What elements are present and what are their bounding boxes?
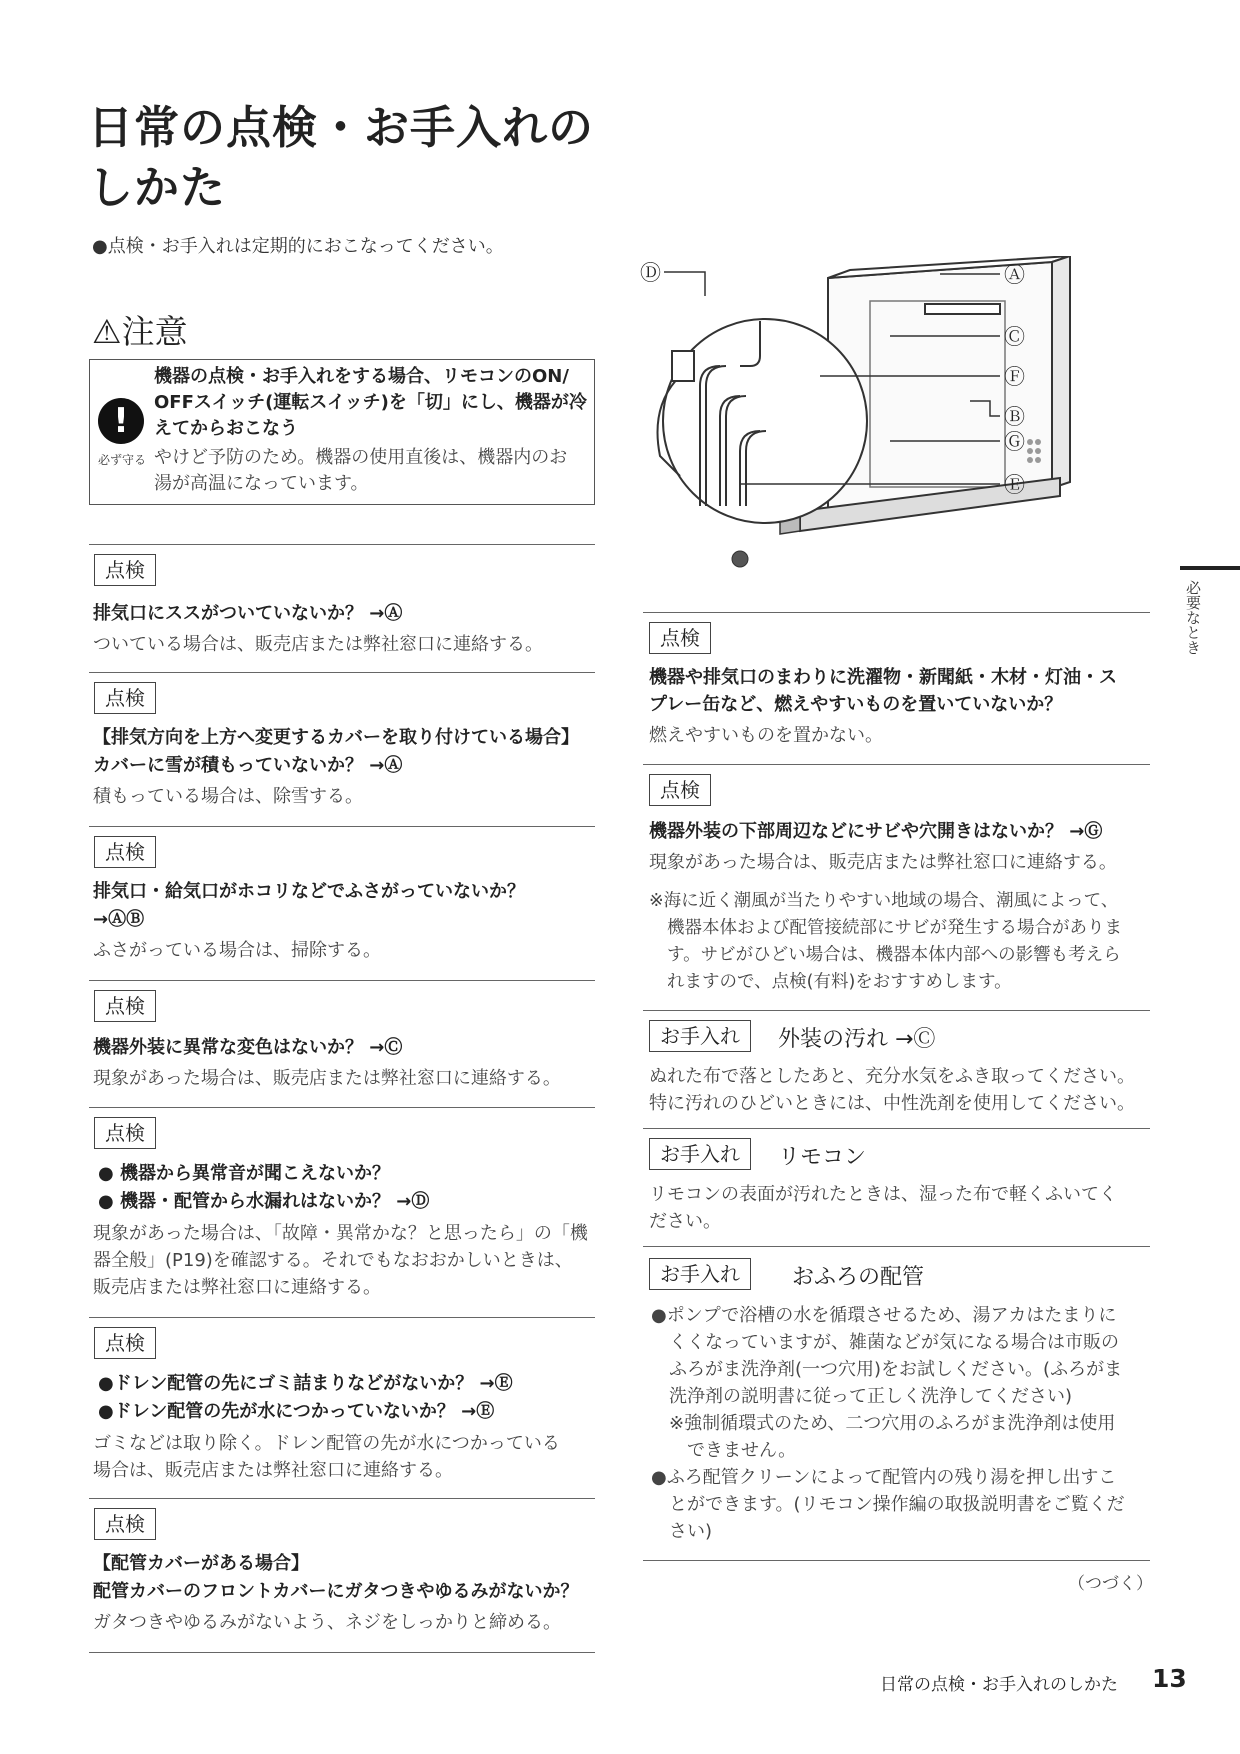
check-label: 点検 bbox=[94, 1117, 156, 1149]
divider bbox=[643, 1246, 1150, 1247]
check-answer: ゴミなどは取り除く。ドレン配管の先が水につかっている 場合は、販売店または弊社窓口に連絡する。 bbox=[93, 1433, 560, 1481]
caution-heading: ⚠注意 bbox=[92, 312, 188, 351]
check-question: 機器外装の下部周辺などにサビや穴開きはないか？ →Ⓖ bbox=[649, 821, 1103, 842]
page-title: 日常の点検・お手入れの しかた bbox=[88, 101, 595, 214]
divider bbox=[643, 1010, 1150, 1011]
diagram-label-a: Ⓐ bbox=[1004, 263, 1025, 287]
side-tab-bar bbox=[1180, 566, 1240, 570]
divider bbox=[89, 544, 595, 545]
check-answer: 現象があった場合は、「故障・異常かな？と思ったら」の「機 器全般」(P19)を確認する。それでもなおおかしいときは、 販売店または弊社窓口に連絡する。 bbox=[93, 1223, 588, 1298]
care-label: お手入れ bbox=[649, 1020, 751, 1052]
check-answer: ガタつきやゆるみがないよう、ネジをしっかりと締める。 bbox=[93, 1612, 561, 1633]
check-label: 点検 bbox=[649, 774, 711, 806]
care-title: リモコン bbox=[778, 1145, 867, 1170]
divider bbox=[89, 672, 595, 673]
check-question: ●ドレン配管の先が水につかっていないか？ →Ⓔ bbox=[98, 1401, 495, 1422]
caution-reason-text: やけど予防のため。機器の使用直後は、機器内のお 湯が高温になっています。 bbox=[154, 447, 568, 494]
page-number: 13 bbox=[1152, 1664, 1187, 1693]
side-tab-text: 必要なとき bbox=[1184, 580, 1202, 655]
diagram-label-e: Ⓔ bbox=[1004, 473, 1025, 497]
divider bbox=[643, 612, 1150, 613]
care-text: リモコンの表面が汚れたときは、湿った布で軽くふいてく ださい。 bbox=[649, 1184, 1117, 1232]
check-answer: ついている場合は、販売店または弊社窓口に連絡する。 bbox=[93, 634, 543, 655]
check-label: 点検 bbox=[94, 990, 156, 1022]
check-question: 配管カバーのフロントカバーにガタつきやゆるみがないか？ bbox=[93, 1581, 579, 1602]
continued-text: （つづく） bbox=[1068, 1574, 1153, 1594]
diagram-label-g: Ⓖ bbox=[1004, 430, 1025, 454]
check-label: 点検 bbox=[649, 622, 711, 654]
salt-air-note: ※海に近く潮風が当たりやすい地域の場合、潮風によって、 機器本体および配管接続部にサビが発生する場合がありま す。サビがひどい場合は、機器本体内部への影響も考えら れますので、点検(有料)をおすすめします。 bbox=[649, 891, 1122, 992]
divider bbox=[643, 764, 1150, 765]
divider bbox=[89, 980, 595, 981]
caution-bold-text: 機器の点検・お手入れをする場合、リモコンのON/ OFFスイッチ(運転スイッチ)を「切」にし、機器が冷 えてからおこなう bbox=[154, 366, 587, 439]
divider bbox=[89, 1652, 595, 1653]
care-title: 外装の汚れ →Ⓒ bbox=[778, 1027, 936, 1052]
water-heater-diagram bbox=[640, 256, 1160, 576]
diagram-label-c: Ⓒ bbox=[1004, 325, 1025, 349]
care-title: おふろの配管 bbox=[792, 1265, 925, 1290]
check-question-cont: →ⒶⒷ bbox=[93, 909, 145, 930]
check-question: ● 機器から異常音が聞こえないか？ bbox=[98, 1163, 390, 1184]
divider bbox=[89, 1107, 595, 1108]
check-answer: 現象があった場合は、販売店または弊社窓口に連絡する。 bbox=[649, 852, 1117, 873]
check-label: 点検 bbox=[94, 1508, 156, 1540]
diagram-label-f: Ⓕ bbox=[1004, 365, 1025, 389]
check-question: 機器外装に異常な変色はないか？ →Ⓒ bbox=[93, 1037, 403, 1058]
care-label: お手入れ bbox=[649, 1138, 751, 1170]
must-label: 必ず守る bbox=[98, 453, 147, 467]
diagram-label-b: Ⓑ bbox=[1004, 405, 1025, 429]
divider bbox=[89, 826, 595, 827]
care-label: お手入れ bbox=[649, 1258, 751, 1290]
check-label: 点検 bbox=[94, 554, 156, 586]
divider bbox=[643, 1128, 1150, 1129]
diagram-label-d: Ⓓ bbox=[640, 261, 661, 285]
care-bullets: ●ポンプで浴槽の水を循環させるため、湯アカはたまりに くくなっていますが、雑菌などが気になる場合は市販の ふろがま洗浄剤(一つ穴用)をお試しください。(ふろがま 洗浄剤の説明書に従って正しく洗浄してください) ※強制循環式のため、二つ穴用のふろがま洗浄剤は使用 できません。 ●ふろ配管クリーンによって配管内の残り湯を押し出すこ とができます。(リモコン操作編の取扱説明書をご覧くだ さい) bbox=[651, 1305, 1125, 1542]
check-condition: 【排気方向を上方へ変更するカバーを取り付けている場合】 bbox=[93, 727, 579, 748]
check-question: ●ドレン配管の先にゴミ詰まりなどがないか？ →Ⓔ bbox=[98, 1373, 513, 1394]
intro-text: ●点検・お手入れは定期的におこなってください。 bbox=[92, 236, 504, 257]
check-answer: 現象があった場合は、販売店または弊社窓口に連絡する。 bbox=[93, 1068, 561, 1089]
check-condition: 【配管カバーがある場合】 bbox=[93, 1553, 309, 1574]
check-label: 点検 bbox=[94, 1327, 156, 1359]
check-question: 排気口にススがついていないか？ →Ⓐ bbox=[93, 603, 403, 624]
footer-title: 日常の点検・お手入れのしかた bbox=[880, 1675, 1118, 1695]
check-question: 排気口・給気口がホコリなどでふさがっていないか？ bbox=[93, 881, 525, 902]
divider bbox=[89, 1317, 595, 1318]
check-question: 機器や排気口のまわりに洗濯物・新聞紙・木材・灯油・ス プレー缶など、燃えやすいものを置いていないか？ bbox=[649, 667, 1117, 715]
check-answer: 燃えやすいものを置かない。 bbox=[649, 725, 883, 746]
divider bbox=[89, 1498, 595, 1499]
check-label: 点検 bbox=[94, 836, 156, 868]
care-text: ぬれた布で落としたあと、充分水気をふき取ってください。 特に汚れのひどいときには、中性洗剤を使用してください。 bbox=[649, 1066, 1135, 1114]
check-answer: ふさがっている場合は、掃除する。 bbox=[93, 940, 381, 961]
check-answer: 積もっている場合は、除雪する。 bbox=[93, 786, 363, 807]
check-label: 点検 bbox=[94, 682, 156, 714]
check-question: ● 機器・配管から水漏れはないか？ →Ⓓ bbox=[98, 1191, 430, 1212]
check-question: カバーに雪が積もっていないか？ →Ⓐ bbox=[93, 755, 403, 776]
divider bbox=[643, 1560, 1150, 1561]
mandatory-icon: ! bbox=[98, 398, 144, 444]
